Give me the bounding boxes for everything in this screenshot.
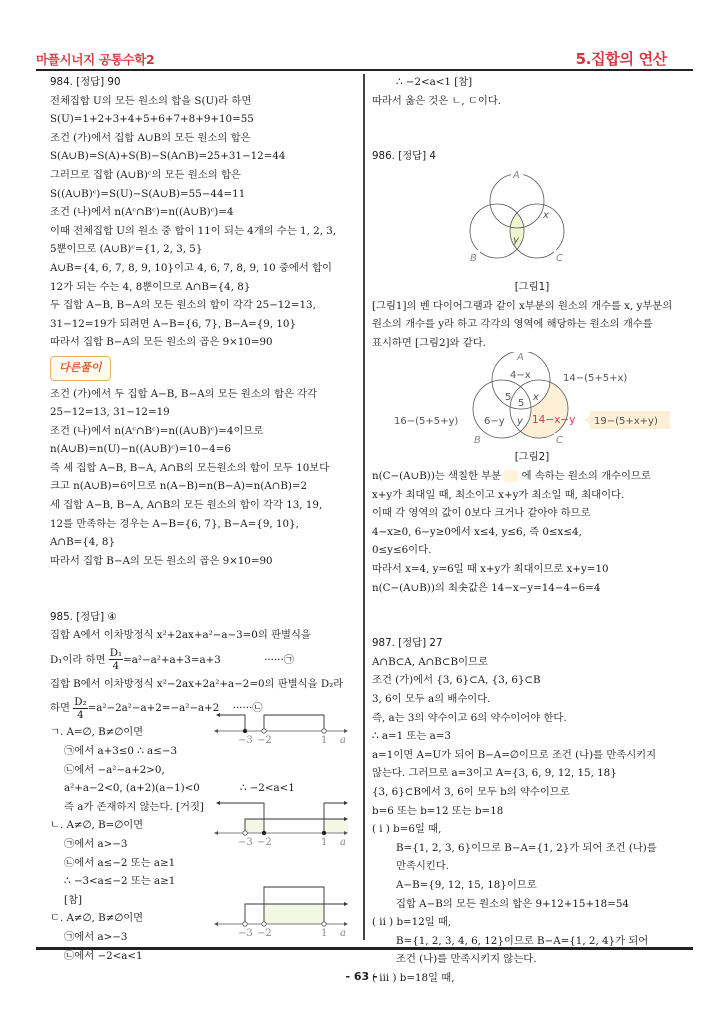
venn-figure-1 <box>372 166 692 278</box>
alt-solution-line: 따라서 집합 B−A의 모든 원소의 곱은 9×10=90 <box>50 554 273 567</box>
case-line: 집합 A−B의 모든 원소의 합은 9+12+15+18=54 <box>396 897 629 910</box>
number-line-figure-n <box>212 798 352 852</box>
case-head: ㄱ. A=∅, B≠∅이면 <box>50 726 144 739</box>
case-head: ( ii ) b=12일 때, <box>372 916 452 929</box>
case-line: A−B={9, 12, 15, 18}이므로 <box>396 879 537 891</box>
case-line: ㉠에서 a>−3 <box>64 837 128 850</box>
alternate-solution-badge: 다른풀이 <box>50 356 111 381</box>
text: D₁이라 하면 <box>50 653 106 666</box>
case-line: 조건 (나)를 만족시키지 않는다. <box>396 953 537 966</box>
page-number: - 63 - <box>345 970 378 983</box>
fraction-denominator: 4 <box>112 660 120 673</box>
case-line: ㉡에서 −2<a<1 <box>64 949 143 962</box>
case-line: B={1, 2, 3, 4, 6, 12}이므로 B−A={1, 2, 4}가 되어 <box>396 934 649 947</box>
tick-label: −2 <box>257 928 272 938</box>
column-divider <box>363 74 365 940</box>
fraction-numerator: D₁ <box>109 647 123 660</box>
chapter-title: 5.집합의 연산 <box>575 50 667 68</box>
solution-line: 3, 6이 모두 a의 배수이다. <box>372 693 491 706</box>
axis-variable: a <box>340 928 346 938</box>
solution-line <box>50 645 355 675</box>
outer-label-b: 16−(5+5+y) <box>394 416 459 428</box>
case-head: ㄴ. A≠∅, B=∅이면 <box>50 819 144 832</box>
set-label-A: A <box>513 169 520 181</box>
tick-label: −2 <box>257 837 272 848</box>
solution-line: 4−x≥0, 6−y≥0에서 x≤4, y≤6, 즉 0≤x≤4, <box>372 525 582 538</box>
tick-label: −2 <box>257 735 272 746</box>
solution-line: 즉, a는 3의 약수이고 6의 약수이어야 한다. <box>372 711 567 724</box>
problem-987 <box>372 634 692 987</box>
tick-label: 1 <box>321 837 328 848</box>
solution-line: 5뿐이므로 (A∪B)ᶜ={1, 2, 3, 5} <box>50 243 203 256</box>
shaded-swatch <box>504 470 518 482</box>
fraction-numerator: D₂ <box>74 695 87 708</box>
figure-caption: [그림2] <box>514 451 550 464</box>
alt-solution-line: 크고 n(A∪B)=6이므로 n(A−B)=n(B−A)=n(A∩B)=2 <box>50 480 308 493</box>
book-title: 마플시너지 공통수학2 <box>36 52 155 67</box>
text: n(C−(A∪B))는 색칠한 부분 <box>372 469 502 482</box>
tick-label: −3 <box>238 837 253 848</box>
solution-line: A∪B={4, 6, 7, 8, 9, 10}이고 4, 6, 7, 8, 9, 10 중에서 합이 <box>50 261 332 274</box>
description-line: [그림1]의 벤 다이어그램과 같이 x부분의 원소의 개수를 x, y부분의 <box>372 299 673 312</box>
problem-title: 987. [정답] 27 <box>372 637 443 650</box>
solution-line: 집합 A에서 이차방정식 x²+2ax+a²−a−3=0의 판별식을 <box>50 629 311 642</box>
solution-line: 두 집합 A−B, B−A의 모든 원소의 합이 각각 25−12=13, <box>50 299 316 312</box>
solution-line: 조건 (나)에서 n(Aᶜ∩Bᶜ)=n((A∪B)ᶜ)=4 <box>50 206 234 219</box>
set-label-B: B <box>470 252 477 264</box>
fraction-denominator: 4 <box>77 708 84 721</box>
solution-line: ∴ a=1 또는 a=3 <box>372 730 451 743</box>
number-line-figure-d <box>212 882 352 942</box>
equation-marker: ······㉠ <box>264 653 295 666</box>
solution-line: S(A∪B)=S(A)+S(B)−S(A∩B)=25+31−12=44 <box>50 150 286 163</box>
case-head: ( iii ) b=18일 때, <box>372 971 455 984</box>
tick-label: 1 <box>321 928 328 938</box>
header-rule <box>36 69 693 71</box>
case-line: B={1, 2, 3, 6}이므로 B−A={1, 2}가 되어 조건 (나)를 <box>396 841 657 854</box>
case-line: ㉡에서 a≤−2 또는 a≥1 <box>64 856 176 869</box>
case-line: ∴ −2<a<1 [참] <box>396 76 473 88</box>
solution-line: 31−12=19가 되려면 A−B={6, 7}, B−A={9, 10} <box>50 317 297 330</box>
solution-line: S((A∪B)ᶜ)=S(U)−S(A∪B)=55−44=11 <box>50 187 246 200</box>
case-line: ㉠에서 a>−3 <box>64 930 128 943</box>
case-head: ㄷ. A≠∅, B≠∅이면 <box>50 912 144 925</box>
case-line: 즉 a가 존재하지 않는다. [거짓] <box>64 800 204 813</box>
region-bc: y <box>517 416 523 428</box>
set-label-C: C <box>556 252 563 264</box>
alt-solution-line: 조건 (가)에서 두 집합 A−B, B−A의 모든 원소의 합은 각각 <box>50 387 318 400</box>
alt-solution-line: A∩B={4, 8} <box>50 536 116 549</box>
problem-title: 985. [정답] ④ <box>50 610 117 623</box>
tick-label: 1 <box>321 735 328 746</box>
axis-variable: a <box>340 735 346 746</box>
tick-label: −3 <box>238 928 253 938</box>
figure-caption: [그림1] <box>514 280 550 293</box>
tick-label: −3 <box>238 735 253 746</box>
text: a²+a−2<0, (a+2)(a−1)<0 <box>64 782 200 795</box>
solution-line: x+y가 최대일 때, 최소이고 x+y가 최소일 때, 최대이다. <box>372 488 625 501</box>
region-ab: 5 <box>505 392 512 404</box>
outer-label-c: 19−(5+x+y) <box>594 416 658 428</box>
alt-solution-line: 즉 세 집합 A−B, B−A, A∩B의 모든원소의 합이 모두 10보다 <box>50 461 330 474</box>
solution-line: S(U)=1+2+3+4+5+6+7+8+9+10=55 <box>50 113 254 126</box>
alt-solution-line: 조건 (나)에서 n(Aᶜ∩Bᶜ)=n((A∪B)ᶜ)=4이므로 <box>50 424 264 437</box>
text: 에 속하는 원소의 개수이므로 <box>521 469 651 482</box>
region-c-only: 14−x−y <box>532 414 576 427</box>
case-line: [참] <box>64 893 82 906</box>
text: ∴ −2<a<1 <box>239 782 295 795</box>
solution-line: 집합 B에서 이차방정식 x²−2ax+2a²+a−2=0의 판별식을 D₂라 <box>50 677 344 690</box>
region-ac: x <box>533 392 539 404</box>
text: =a²−a²+a+3=a+3 <box>123 653 221 666</box>
solution-line <box>372 467 692 486</box>
solution-line: {3, 6}⊂B에서 3, 6이 모두 b의 약수이므로 <box>372 786 570 799</box>
solution-line: n(C−(A∪B))의 최솟값은 14−x−y=14−4−6=4 <box>372 581 601 594</box>
problem-title: 984. [정답] 90 <box>50 76 121 88</box>
alt-solution-line: 12를 만족하는 경우는 A−B={6, 7}, B−A={9, 10}, <box>50 517 299 530</box>
solution-line: b=6 또는 b=12 또는 b=18 <box>372 804 504 817</box>
region-label-y: y <box>513 234 519 246</box>
alt-solution-line: n(A∪B)=n(U)−n((A∪B)ᶜ)=10−4=6 <box>50 443 231 456</box>
alt-solution-line: 25−12=13, 31−12=19 <box>50 406 170 419</box>
solution-line: 이때 전체집합 U의 원소 중 합이 11이 되는 4개의 수는 1, 2, 3, <box>50 224 337 237</box>
case-line: ∴ −3<a≤−2 또는 a≥1 <box>64 875 176 888</box>
equation-marker: ······㉡ <box>232 702 263 715</box>
set-label-A: A <box>517 352 524 364</box>
region-abc: 5 <box>518 398 525 410</box>
description-line: 원소의 개수를 y라 하고 각각의 영역에 해당하는 원소의 개수를 <box>372 318 653 331</box>
text: =a²−2a²−a+2=−a²−a+2 <box>87 702 220 715</box>
solution-line: 이때 각 영역의 값이 0보다 크거나 같아야 하므로 <box>372 507 591 520</box>
fraction <box>73 696 87 721</box>
region-label-x: x <box>543 209 549 221</box>
case-line: ㉡에서 −a²−a+2>0, <box>64 763 165 776</box>
footer-rule <box>36 947 693 950</box>
solution-line: 12가 되는 수는 4, 8뿐이므로 A∩B={4, 8} <box>50 280 251 293</box>
solution-line: 따라서 집합 B−A의 모든 원소의 곱은 9×10=90 <box>50 336 273 349</box>
region-a-only: 4−x <box>510 370 531 382</box>
region-b-only: 6−y <box>484 416 505 428</box>
case-line: 만족시킨다. <box>396 860 450 873</box>
number-line-figure-g <box>212 708 352 752</box>
solution-line: A∩B⊂A, A∩B⊂B이므로 <box>372 655 488 668</box>
alt-solution-line: 세 집합 A−B, B−A, A∩B의 모든 원소의 합이 각각 13, 19, <box>50 499 323 512</box>
problem-title: 986. [정답] 4 <box>372 150 436 163</box>
case-head: ( i ) b=6일 때, <box>372 823 442 836</box>
text: 하면 <box>50 702 70 715</box>
set-label-B: B <box>474 435 481 447</box>
solution-line: 0≤y≤6이다. <box>372 544 432 557</box>
set-label-C: C <box>556 435 563 447</box>
solution-line: a=1이면 A=U가 되어 B−A=∅이므로 조건 (나)를 만족시키지 <box>372 748 657 761</box>
case-line: ㉠에서 a+3≤0 ∴ a≤−3 <box>64 745 178 757</box>
outer-label-a: 14−(5+5+x) <box>563 373 628 385</box>
venn-figure-2 <box>372 352 692 448</box>
solution-line: 않는다. 그러므로 a=3이고 A={3, 6, 9, 12, 15, 18} <box>372 767 617 780</box>
problem-984 <box>50 73 355 570</box>
axis-variable: a <box>340 837 346 848</box>
solution-line: 그러므로 집합 (A∪B)ᶜ의 모든 원소의 합은 <box>50 168 241 181</box>
solution-line: 따라서 x=4, y=6일 때 x+y가 최대이므로 x+y=10 <box>372 562 609 575</box>
fraction <box>109 647 123 672</box>
conclusion: 따라서 옳은 것은 ㄴ, ㄷ이다. <box>372 94 502 107</box>
solution-line: 조건 (가)에서 집합 A∪B의 모든 원소의 합은 <box>50 131 251 144</box>
solution-line: 조건 (가)에서 {3, 6}⊂A, {3, 6}⊂B <box>372 674 541 687</box>
case-line <box>50 779 355 798</box>
solution-line: 전체집합 U의 모든 원소의 합을 S(U)라 하면 <box>50 94 252 107</box>
right-column <box>372 73 692 988</box>
description-line: 표시하면 [그림2]와 같다. <box>372 336 486 349</box>
